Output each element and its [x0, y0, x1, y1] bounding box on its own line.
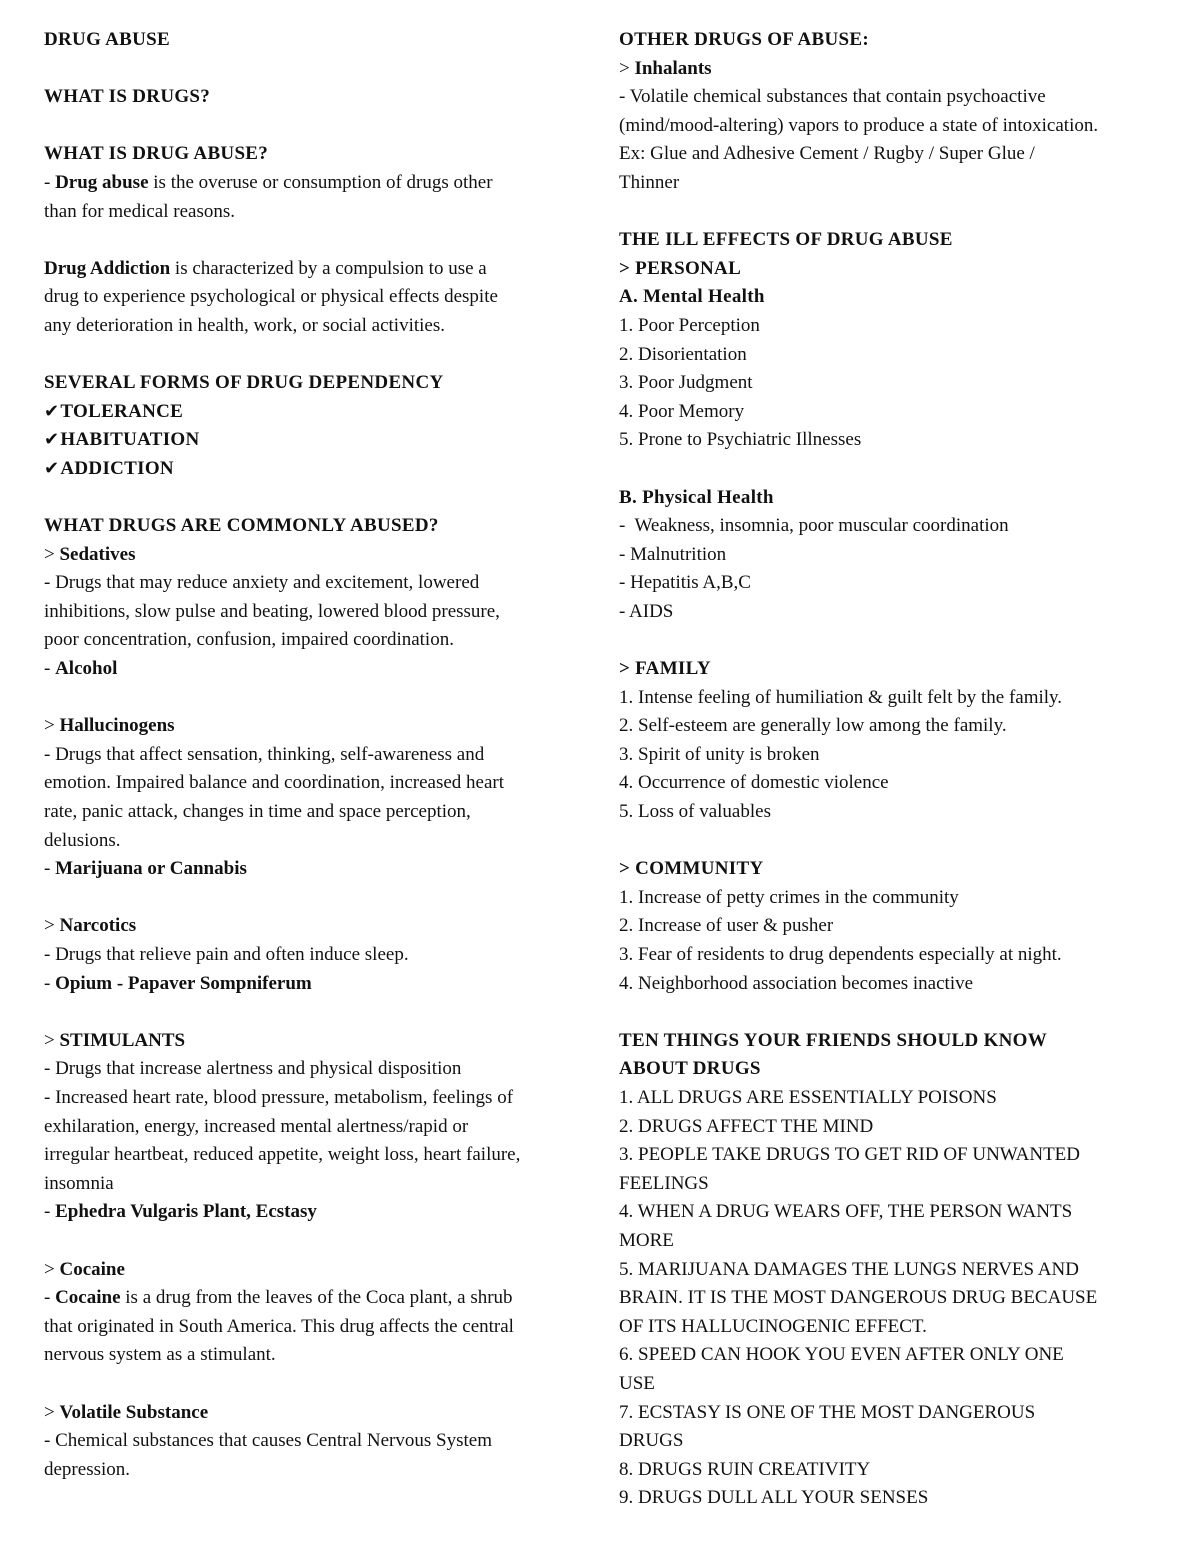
family-item: 3. Spirit of unity is broken — [619, 743, 820, 765]
drug-addiction-definition — [44, 255, 589, 284]
example-name: Alcohol — [55, 658, 118, 680]
dash-prefix: - — [44, 1287, 56, 1309]
narcotics-example — [44, 970, 589, 999]
hallucinogens-desc-line: rate, panic attack, changes in time and space perception, — [44, 801, 471, 823]
drug-abuse-definition — [44, 169, 589, 198]
physical-health-item: - AIDS — [619, 600, 674, 622]
ten-things-line: 3. PEOPLE TAKE DRUGS TO GET RID OF UNWANTED — [619, 1144, 1081, 1166]
subheading-mental-health: A. Mental Health — [619, 286, 765, 308]
marker: > — [619, 57, 635, 79]
inhalants-heading — [619, 55, 1169, 84]
sedatives-desc-line: - Drugs that may reduce anxiety and excitement, lowered — [44, 572, 480, 594]
mental-health-item: 2. Disorientation — [619, 343, 747, 365]
ten-things-line: 8. DRUGS RUIN CREATIVITY — [619, 1458, 871, 1480]
heading-what-is-drugs: WHAT IS DRUGS? — [44, 86, 211, 108]
hallucinogens-desc-line: emotion. Impaired balance and coordination, increased heart — [44, 772, 505, 794]
heading-commonly-abused: WHAT DRUGS ARE COMMONLY ABUSED? — [44, 515, 439, 537]
ten-things-line: 2. DRUGS AFFECT THE MIND — [619, 1115, 874, 1137]
family-item: 1. Intense feeling of humiliation & guilt felt by the family. — [619, 686, 1063, 708]
subheading-community: > COMMUNITY — [619, 858, 764, 880]
hallucinogens-desc-line: - Drugs that affect sensation, thinking, self-awareness and — [44, 743, 485, 765]
marker: > — [44, 543, 60, 565]
subheading-physical-health: B. Physical Health — [619, 486, 774, 508]
physical-health-item: - Weakness, insomnia, poor muscular coordination — [619, 515, 1009, 537]
volatile-desc-line: - Chemical substances that causes Central Nervous System — [44, 1430, 492, 1452]
stimulants-desc-line: - Drugs that increase alertness and physical disposition — [44, 1058, 462, 1080]
drug-class-name: Inhalants — [634, 57, 712, 79]
check-icon: ✔ — [44, 429, 60, 451]
hallucinogens-heading — [44, 712, 589, 741]
stimulants-desc-line: insomnia — [44, 1172, 114, 1194]
inhalants-desc-line: (mind/mood-altering) vapors to produce a state of intoxication. — [619, 114, 1099, 136]
marker: > — [44, 1401, 60, 1423]
community-item: 1. Increase of petty crimes in the community — [619, 886, 959, 908]
mental-health-item: 4. Poor Memory — [619, 400, 745, 422]
dependency-label: HABITUATION — [60, 429, 200, 451]
dependency-label: ADDICTION — [60, 457, 174, 479]
ten-things-line: 9. DRUGS DULL ALL YOUR SENSES — [619, 1487, 929, 1509]
cocaine-desc-line — [44, 1284, 589, 1313]
stimulants-desc-line: irregular heartbeat, reduced appetite, weight loss, heart failure, — [44, 1144, 521, 1166]
community-item: 3. Fear of residents to drug dependents especially at night. — [619, 944, 1062, 965]
sedatives-heading — [44, 541, 589, 570]
heading-other-drugs: OTHER DRUGS OF ABUSE: — [619, 29, 869, 50]
marker: > — [44, 915, 60, 937]
dash-prefix: - — [44, 858, 56, 880]
ten-things-line: 6. SPEED CAN HOOK YOU EVEN AFTER ONLY ONE — [619, 1344, 1064, 1366]
heading-ten-things: TEN THINGS YOUR FRIENDS SHOULD KNOW — [619, 1029, 1048, 1051]
check-icon: ✔ — [44, 400, 60, 422]
family-item: 2. Self-esteem are generally low among the family. — [619, 715, 1007, 737]
heading-what-is-drug-abuse: WHAT IS DRUG ABUSE? — [44, 143, 269, 165]
ten-things-line: 7. ECSTASY IS ONE OF THE MOST DANGEROUS — [619, 1401, 1036, 1423]
term-drug-abuse: Drug abuse — [55, 171, 149, 193]
dash-prefix: - — [44, 1201, 56, 1223]
volatile-heading — [44, 1399, 589, 1428]
left-column — [44, 26, 589, 1484]
ten-things-line: BRAIN. IT IS THE MOST DANGEROUS DRUG BECAUSE — [619, 1287, 1098, 1309]
cocaine-desc-line: nervous system as a stimulant. — [44, 1344, 276, 1366]
drug-addiction-definition-line2: drug to experience psychological or physical effects despite — [44, 286, 498, 308]
marker: > — [44, 715, 60, 737]
dependency-item-tolerance — [44, 398, 589, 427]
family-item: 5. Loss of valuables — [619, 801, 771, 823]
ten-things-line: 1. ALL DRUGS ARE ESSENTIALLY POISONS — [619, 1086, 997, 1108]
definition-text: is characterized by a compulsion to use a — [170, 257, 487, 279]
term-drug-addiction: Drug Addiction — [44, 257, 171, 279]
hallucinogens-desc-line: delusions. — [44, 829, 121, 851]
ten-things-line: USE — [619, 1372, 655, 1394]
family-item: 4. Occurrence of domestic violence — [619, 772, 889, 794]
community-item: 4. Neighborhood association becomes inactive — [619, 972, 974, 994]
narcotics-desc-line: - Drugs that relieve pain and often induce sleep. — [44, 944, 409, 965]
ten-things-line: 4. WHEN A DRUG WEARS OFF, THE PERSON WANTS — [619, 1201, 1073, 1223]
marker: > — [44, 1258, 60, 1280]
mental-health-item: 5. Prone to Psychiatric Illnesses — [619, 429, 862, 451]
mental-health-item: 1. Poor Perception — [619, 314, 760, 336]
dependency-item-habituation — [44, 426, 589, 455]
drug-class-name: Sedatives — [59, 543, 136, 565]
physical-health-item: - Malnutrition — [619, 543, 727, 565]
dash-prefix: - — [44, 658, 56, 680]
ten-things-line: 5. MARIJUANA DAMAGES THE LUNGS NERVES AND — [619, 1258, 1079, 1280]
heading-ill-effects: THE ILL EFFECTS OF DRUG ABUSE — [619, 229, 953, 251]
dash-prefix: - — [44, 171, 56, 193]
ten-things-line: DRUGS — [619, 1430, 684, 1452]
community-item: 2. Increase of user & pusher — [619, 915, 834, 937]
dependency-item-addiction — [44, 455, 589, 484]
inhalants-desc-line: Ex: Glue and Adhesive Cement / Rugby / Super Glue / — [619, 143, 1035, 165]
mental-health-item: 3. Poor Judgment — [619, 372, 753, 394]
heading-ten-things-line2: ABOUT DRUGS — [619, 1058, 761, 1080]
drug-class-name: STIMULANTS — [59, 1029, 186, 1051]
cocaine-desc-line: that originated in South America. This drug affects the central — [44, 1315, 514, 1337]
check-icon: ✔ — [44, 457, 60, 479]
drug-class-name: Hallucinogens — [59, 715, 175, 737]
document-title: DRUG ABUSE — [44, 29, 170, 50]
sedatives-desc-line: poor concentration, confusion, impaired coordination. — [44, 629, 454, 651]
stimulants-heading — [44, 1027, 589, 1056]
stimulants-example — [44, 1198, 589, 1227]
subheading-family: > FAMILY — [619, 658, 711, 680]
term-cocaine: Cocaine — [55, 1287, 121, 1309]
drug-class-name: Cocaine — [59, 1258, 125, 1280]
narcotics-heading — [44, 912, 589, 941]
drug-addiction-definition-line3: any deterioration in health, work, or social activities. — [44, 314, 445, 336]
subheading-personal: > PERSONAL — [619, 257, 742, 279]
inhalants-desc-line: - Volatile chemical substances that contain psychoactive — [619, 86, 1046, 108]
drug-class-name: Narcotics — [59, 915, 137, 937]
marker: > — [44, 1029, 60, 1051]
ten-things-line: FEELINGS — [619, 1172, 709, 1194]
example-name: Ephedra Vulgaris Plant, Ecstasy — [55, 1201, 317, 1223]
physical-health-item: - Hepatitis A,B,C — [619, 572, 751, 594]
definition-text: is the overuse or consumption of drugs other — [148, 171, 493, 193]
ten-things-line: OF ITS HALLUCINOGENIC EFFECT. — [619, 1315, 927, 1337]
sedatives-example — [44, 655, 589, 684]
drug-abuse-definition-line2: than for medical reasons. — [44, 200, 235, 222]
right-column — [619, 26, 1169, 1513]
dash-prefix: - — [44, 972, 56, 994]
example-name: Marijuana or Cannabis — [55, 858, 247, 880]
hallucinogens-example — [44, 855, 589, 884]
heading-dependency: SEVERAL FORMS OF DRUG DEPENDENCY — [44, 372, 444, 394]
ten-things-line: MORE — [619, 1229, 674, 1251]
definition-text: is a drug from the leaves of the Coca plant, a shrub — [120, 1287, 513, 1309]
cocaine-heading — [44, 1256, 589, 1285]
inhalants-desc-line: Thinner — [619, 171, 680, 193]
dependency-label: TOLERANCE — [60, 400, 184, 422]
drug-class-name: Volatile Substance — [59, 1401, 209, 1423]
sedatives-desc-line: inhibitions, slow pulse and beating, lowered blood pressure, — [44, 600, 500, 622]
example-name: Opium - Papaver Sompniferum — [55, 972, 312, 994]
stimulants-desc-line: exhilaration, energy, increased mental alertness/rapid or — [44, 1115, 469, 1137]
stimulants-desc-line: - Increased heart rate, blood pressure, metabolism, feelings of — [44, 1086, 514, 1108]
volatile-desc-line: depression. — [44, 1458, 131, 1480]
